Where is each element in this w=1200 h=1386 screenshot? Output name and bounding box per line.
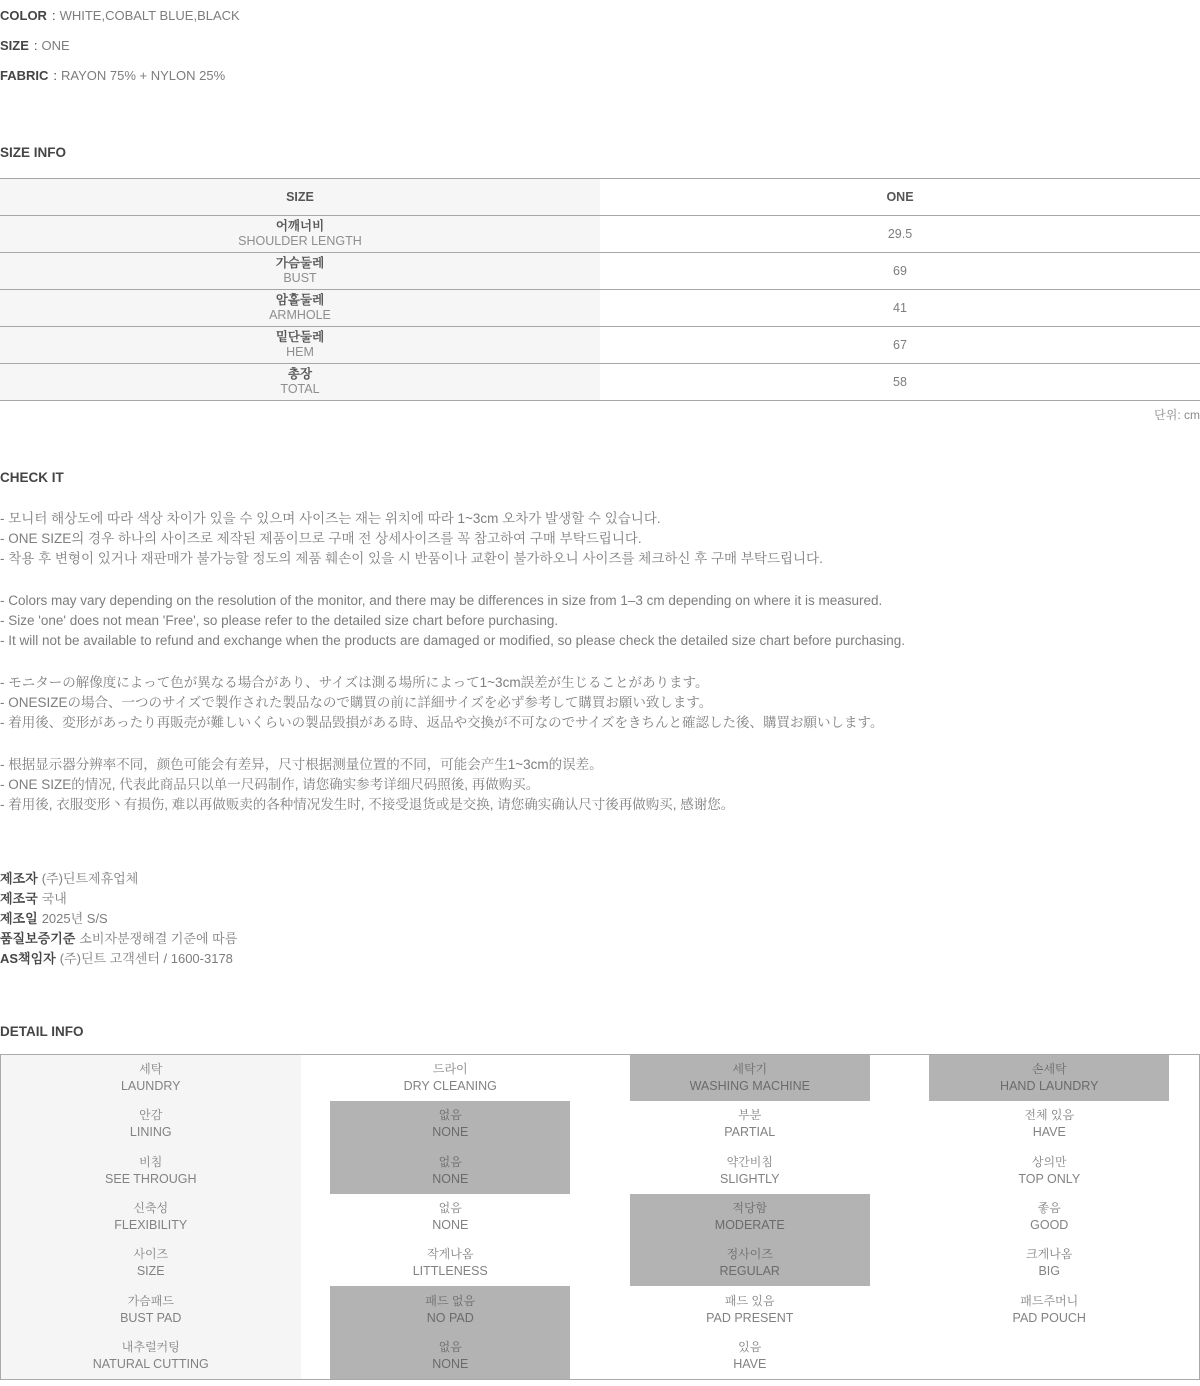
- detail-option-en: NO PAD: [426, 1310, 474, 1325]
- detail-option: [630, 1101, 870, 1147]
- manufacturer-row: [0, 889, 1200, 909]
- detail-option-en: NONE: [432, 1356, 469, 1371]
- detail-option-cell: [600, 1101, 900, 1147]
- detail-option-kr: 세탁기: [732, 1062, 768, 1077]
- check-block-korean: [0, 509, 1200, 569]
- detail-label-kr: 내추럴커팅: [121, 1339, 180, 1354]
- size-row-bust: [0, 253, 1200, 290]
- manufacturer-info: [0, 869, 1200, 969]
- detail-option-cell: [301, 1055, 601, 1101]
- size-row-total: [0, 364, 1200, 401]
- detail-row-size: [1, 1240, 1199, 1286]
- detail-option-en: WASHING MACHINE: [689, 1079, 810, 1094]
- detail-option-cell-empty: [900, 1333, 1200, 1379]
- size-row-label-cell: [0, 327, 600, 363]
- detail-option-en: GOOD: [1030, 1217, 1069, 1232]
- check-line: - 着用後, 衣服变形丶有损伤, 难以再做贩卖的各种情况发生时, 不接受退货或是交换, 请您确实确认尺寸後再做购买, 感谢您。: [0, 797, 735, 812]
- detail-row-bust-pad: [1, 1286, 1199, 1332]
- spec-separator: :: [33, 38, 38, 53]
- spec-separator: :: [53, 68, 58, 83]
- detail-option-cell: [600, 1148, 900, 1194]
- detail-option: [630, 1286, 870, 1332]
- manufacturer-row: [0, 949, 1200, 969]
- manufacturer-label: 품질보증기준: [0, 931, 76, 946]
- detail-option: [630, 1240, 870, 1286]
- detail-option-kr: 정사이즈: [726, 1247, 773, 1262]
- size-row-label-cell: [0, 253, 600, 289]
- spec-row-fabric: [0, 68, 1200, 83]
- spec-row-color: [0, 8, 1200, 23]
- detail-row-flexibility: [1, 1194, 1199, 1240]
- detail-option-kr: 없음: [438, 1200, 462, 1215]
- detail-info-heading: DETAIL INFO: [0, 1024, 84, 1039]
- check-block-japanese: [0, 673, 1200, 733]
- detail-row-label: [1, 1240, 301, 1286]
- detail-option-kr: 전체 있음: [1024, 1108, 1075, 1123]
- detail-option: [929, 1055, 1169, 1101]
- check-line: - 착용 후 변형이 있거나 재판매가 불가능할 정도의 제품 훼손이 있을 시 반품이나 교환이 불가하오니 사이즈를 체크하신 후 구매 부탁드립니다.: [0, 551, 823, 566]
- detail-option: [330, 1101, 570, 1147]
- detail-option-cell: [600, 1240, 900, 1286]
- detail-label-en: LAUNDRY: [120, 1079, 181, 1094]
- manufacturer-value: 소비자분쟁해결 기준에 따름: [79, 931, 238, 946]
- detail-option-kr: 작게나옴: [427, 1247, 474, 1262]
- check-line: - It will not be available to refund and exchange when the products are damaged or modified, so please check the detailed size chart before purchasing.: [0, 633, 906, 648]
- detail-option: [330, 1333, 570, 1379]
- size-header-value: ONE: [886, 190, 914, 204]
- detail-option-en: NONE: [432, 1171, 469, 1186]
- check-line: - モニターの解像度によって色が異なる場合があり、サイズは測る場所によって1~3cm誤差が生じることがあります。: [0, 675, 709, 690]
- size-row-label-kr: 어깨너비: [275, 219, 325, 233]
- manufacturer-label: 제조일: [0, 911, 38, 926]
- detail-option-kr: 약간비침: [726, 1154, 773, 1169]
- detail-option-en: DRY CLEANING: [403, 1079, 497, 1094]
- detail-option: [630, 1194, 870, 1240]
- detail-row-see-through: [1, 1148, 1199, 1194]
- detail-option-kr: 없음: [438, 1339, 462, 1354]
- size-row-label-en: SHOULDER LENGTH: [238, 234, 362, 248]
- size-row-label-kr: 총장: [287, 367, 313, 381]
- detail-label-kr: 사이즈: [133, 1247, 169, 1262]
- detail-option-cell: [900, 1148, 1200, 1194]
- detail-option-kr: 드라이: [432, 1062, 468, 1077]
- detail-option-kr: 패드주머니: [1020, 1293, 1079, 1308]
- detail-option-cell: [301, 1333, 601, 1379]
- detail-option-kr: 없음: [438, 1154, 462, 1169]
- check-block-english: [0, 591, 1200, 651]
- detail-option-en: SLIGHTLY: [719, 1171, 780, 1186]
- check-line: - ONE SIZE的情况, 代表此商品只以单一尺码制作, 请您确实参考详细尺码照後, 再做购买。: [0, 777, 540, 792]
- detail-label-kr: 세탁: [139, 1062, 163, 1077]
- detail-option: [929, 1101, 1169, 1147]
- spec-row-size: [0, 38, 1200, 53]
- size-row-label-en: ARMHOLE: [269, 308, 331, 322]
- spec-label: FABRIC: [0, 68, 49, 83]
- detail-label-kr: 가슴패드: [127, 1293, 174, 1308]
- detail-label-en: BUST PAD: [120, 1310, 182, 1325]
- check-line: - Colors may vary depending on the resolution of the monitor, and there may be differences in size from 1–3 cm depending on where it is measured.: [0, 593, 883, 608]
- detail-row-natural-cutting: [1, 1333, 1199, 1379]
- manufacturer-label: 제조자: [0, 871, 38, 886]
- detail-option-cell: [301, 1148, 601, 1194]
- manufacturer-row: [0, 909, 1200, 929]
- detail-option-cell: [900, 1240, 1200, 1286]
- detail-label-en: SEE THROUGH: [105, 1171, 197, 1186]
- detail-row-label: [1, 1194, 301, 1240]
- detail-option: [330, 1055, 570, 1101]
- manufacturer-value: (주)딘트제휴업체: [41, 871, 139, 886]
- size-row-value: 69: [893, 264, 907, 278]
- detail-row-label: [1, 1055, 301, 1101]
- detail-option: [929, 1148, 1169, 1194]
- detail-option-en: PAD PRESENT: [706, 1310, 794, 1325]
- manufacturer-value: 2025년 S/S: [41, 911, 108, 926]
- detail-info-table: [0, 1054, 1200, 1380]
- manufacturer-value: (주)딘트 고객센터 / 1600-3178: [59, 951, 233, 966]
- manufacturer-value: 국내: [41, 891, 67, 906]
- detail-option-kr: 손세탁: [1031, 1062, 1067, 1077]
- detail-option-cell: [600, 1055, 900, 1101]
- size-row-value: 41: [893, 301, 907, 315]
- detail-option-en: NONE: [432, 1125, 469, 1140]
- size-row-value: 67: [893, 338, 907, 352]
- detail-option: [929, 1286, 1169, 1332]
- detail-label-en: FLEXIBILITY: [114, 1217, 188, 1232]
- detail-option-cell: [600, 1194, 900, 1240]
- detail-option: [929, 1240, 1169, 1286]
- detail-option-cell: [600, 1286, 900, 1332]
- detail-option-kr: 좋음: [1037, 1200, 1061, 1215]
- detail-row-label: [1, 1148, 301, 1194]
- detail-option-en: HAVE: [1032, 1125, 1066, 1140]
- detail-option-kr: 없음: [438, 1108, 462, 1123]
- detail-option-cell: [900, 1286, 1200, 1332]
- detail-option-en: BIG: [1038, 1264, 1061, 1279]
- detail-option: [330, 1240, 570, 1286]
- spec-label: SIZE: [0, 38, 29, 53]
- detail-option: [630, 1148, 870, 1194]
- check-line: - 모니터 해상도에 따라 색상 차이가 있을 수 있으며 사이즈는 재는 위치에 따라 1~3cm 오차가 발생할 수 있습니다.: [0, 511, 661, 526]
- detail-label-en: SIZE: [136, 1264, 165, 1279]
- size-row-value: 58: [893, 375, 907, 389]
- manufacturer-row: [0, 869, 1200, 889]
- spec-label: COLOR: [0, 8, 47, 23]
- size-row-shoulder: [0, 216, 1200, 253]
- detail-option-cell: [301, 1101, 601, 1147]
- manufacturer-label: AS책임자: [0, 951, 56, 966]
- detail-label-en: NATURAL CUTTING: [92, 1356, 209, 1371]
- spec-separator: :: [51, 8, 56, 23]
- detail-option-en: PARTIAL: [724, 1125, 776, 1140]
- product-specs: [0, 0, 1200, 83]
- detail-option: [330, 1194, 570, 1240]
- manufacturer-label: 제조국: [0, 891, 38, 906]
- detail-option: [630, 1333, 870, 1379]
- detail-option-kr: 부분: [738, 1108, 762, 1123]
- spec-value: ONE: [41, 38, 70, 53]
- size-header-label: SIZE: [286, 190, 314, 204]
- detail-option-cell: [900, 1194, 1200, 1240]
- detail-option-cell: [301, 1286, 601, 1332]
- detail-option-en: REGULAR: [719, 1264, 780, 1279]
- detail-option-cell: [900, 1055, 1200, 1101]
- detail-row-lining: [1, 1101, 1199, 1147]
- check-line: - 着用後、変形があったり再販売が難しいくらいの製品毀損がある時、返品や交換が不可なのでサイズをきちんと確認した後、購買お願いします。: [0, 715, 884, 730]
- detail-label-kr: 신축성: [133, 1200, 169, 1215]
- detail-option-en: NONE: [432, 1217, 469, 1232]
- detail-option-cell: [600, 1333, 900, 1379]
- detail-option-en: TOP ONLY: [1018, 1171, 1081, 1186]
- detail-row-label: [1, 1286, 301, 1332]
- size-row-armhole: [0, 290, 1200, 327]
- detail-option-kr: 크게나옴: [1026, 1247, 1073, 1262]
- detail-option-en: HAND LAUNDRY: [1000, 1079, 1099, 1094]
- detail-option-kr: 패드 없음: [425, 1293, 476, 1308]
- detail-option: [929, 1194, 1169, 1240]
- detail-option: [330, 1286, 570, 1332]
- size-table: [0, 178, 1200, 401]
- size-row-label-kr: 가슴둘레: [275, 256, 325, 270]
- detail-option-en: MODERATE: [714, 1217, 785, 1232]
- check-line: - ONESIZEの場合、一つのサイズで製作された製品なので購買の前に詳細サイズを必ず参考して購買お願い致します。: [0, 695, 713, 710]
- size-row-label-kr: 암홀둘레: [275, 293, 325, 307]
- size-row-label-en: BUST: [283, 271, 317, 285]
- detail-option-kr: 적당함: [732, 1200, 768, 1215]
- size-row-label-cell: [0, 364, 600, 400]
- detail-label-en: LINING: [129, 1125, 172, 1140]
- spec-value: WHITE,COBALT BLUE,BLACK: [59, 8, 240, 23]
- detail-option-en: HAVE: [733, 1356, 767, 1371]
- size-row-label-cell: [0, 216, 600, 252]
- detail-option-kr: 상의만: [1031, 1154, 1067, 1169]
- size-row-label-kr: 밑단둘레: [275, 330, 325, 344]
- detail-option-cell: [301, 1240, 601, 1286]
- detail-option: [929, 1333, 1169, 1379]
- size-row-label-en: TOTAL: [280, 382, 320, 396]
- detail-option-en: PAD POUCH: [1012, 1310, 1086, 1325]
- size-header-label-cell: [0, 179, 600, 215]
- detail-option: [630, 1055, 870, 1101]
- detail-option-kr: 패드 있음: [724, 1293, 775, 1308]
- size-row-value: 29.5: [887, 227, 913, 241]
- size-table-header-row: [0, 179, 1200, 216]
- detail-label-kr: 비침: [139, 1154, 163, 1169]
- size-row-hem: [0, 327, 1200, 364]
- spec-value: RAYON 75% + NYLON 25%: [61, 68, 226, 83]
- check-it-heading: CHECK IT: [0, 470, 64, 485]
- size-row-label-en: HEM: [286, 345, 314, 359]
- detail-option-cell: [301, 1194, 601, 1240]
- size-info-heading: SIZE INFO: [0, 145, 67, 160]
- detail-option: [330, 1148, 570, 1194]
- detail-row-label: [1, 1101, 301, 1147]
- detail-row-laundry: [1, 1055, 1199, 1101]
- detail-label-kr: 안감: [139, 1108, 163, 1123]
- check-block-chinese: [0, 755, 1200, 815]
- check-line: - Size 'one' does not mean 'Free', so please refer to the detailed size chart before purchasing.: [0, 613, 559, 628]
- size-row-label-cell: [0, 290, 600, 326]
- check-line: - ONE SIZE의 경우 하나의 사이즈로 제작된 제품이므로 구매 전 상세사이즈를 꼭 참고하여 구매 부탁드립니다.: [0, 531, 642, 546]
- check-line: - 根据显示器分辨率不同，颜色可能会有差异，尺寸根据测量位置的不同，可能会产生1~3cm的误差。: [0, 757, 603, 772]
- detail-option-kr: 있음: [738, 1339, 762, 1354]
- detail-row-label: [1, 1333, 301, 1379]
- manufacturer-row: [0, 929, 1200, 949]
- detail-option-cell: [900, 1101, 1200, 1147]
- unit-note: 단위: cm: [1154, 408, 1200, 422]
- detail-option-en: LITTLENESS: [412, 1264, 488, 1279]
